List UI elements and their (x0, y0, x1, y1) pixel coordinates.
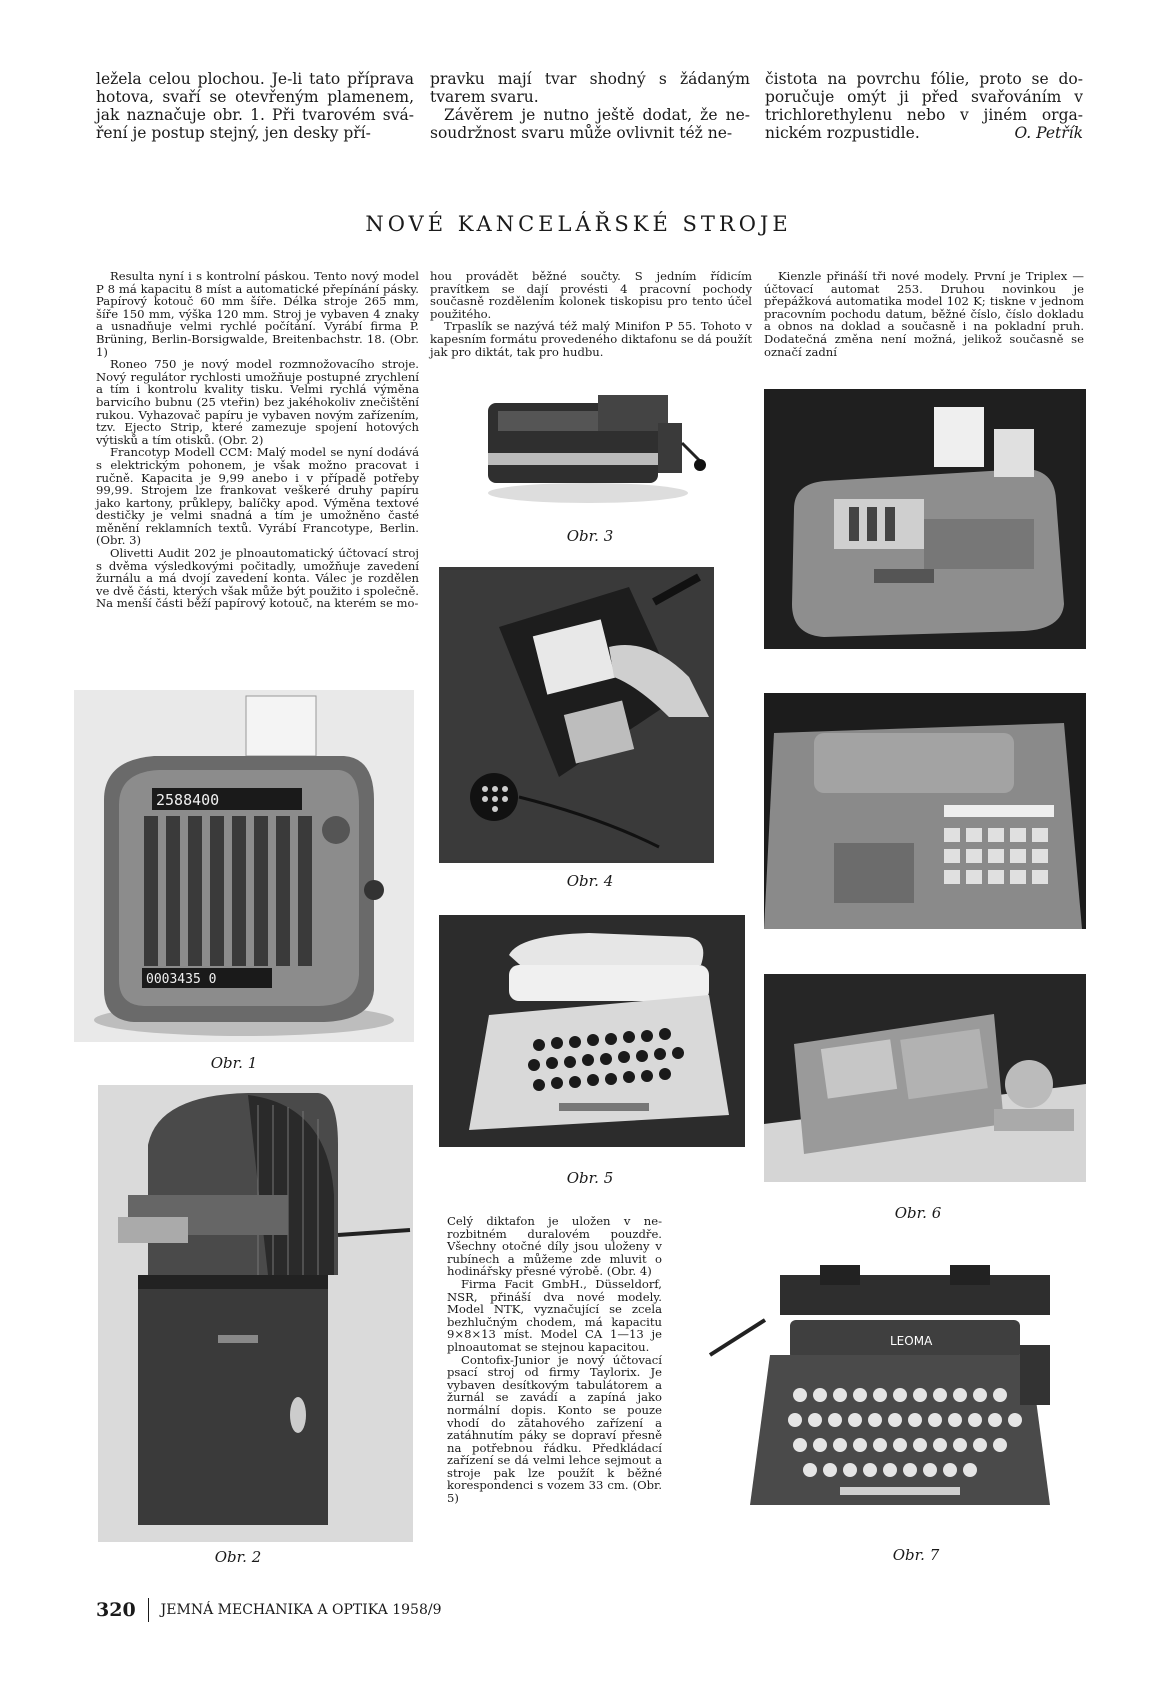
page-footer (96, 1597, 442, 1623)
typewriter-brand: LEOMA (890, 1334, 933, 1348)
paragraph: Francotyp Modell CCM: Malý model se nyní dodává s elektrickým pohonem, je však možno pracovat i ručně. Kapacita je 9,99 anebo i v případě potřeby 99,99. Strojem lze frankovat veškeré druhy papíru jako kartony, průklepy, balíčky apod. Výměna textové destičky je velmi snadná a tím je umožněno časté měnění reklamních textů. Vyrábí Francotype, Berlin. (Obr. 3) (96, 445, 419, 548)
figure-6-caption: Obr. 6 (894, 1204, 942, 1222)
paragraph: ležela celou plochou. Je-li tato příprava hotova, svaří se otevřeným plamenem, jak naznačuje obr. 1. Při tvarovém sváření je postup stejný, jen desky pří- (96, 70, 414, 142)
display-top-readout: 2588400 (156, 791, 220, 809)
figure-7-caption: Obr. 7 (892, 1546, 940, 1564)
author-signature: O. Petřík (1014, 124, 1083, 142)
figure-1-photo (74, 690, 414, 1042)
paragraph: Resulta nyní i s kontrolní páskou. Tento nový model P 8 má kapacitu 8 míst a automatické přepínání pásky. Papírový kotouč 60 mm šíře. Délka stroje 265 mm, šíře 150 mm, výška 120 mm. Stroj je vybaven 4 znaky a usnadňuje velmi rychlé počítání. Vyrábí firma P. Brüning, Berlin-Borsigwalde, Breitenbachstr. 18. (Obr. 1) (96, 269, 419, 359)
article-col3 (764, 270, 1084, 358)
paragraph: Celý diktafon je uložen v nerozbitném duralovém pouzdře. Všechny otočné díly jsou uloženy v rubínech a můžeme zde mluvit o hodinářsky přesné výrobě. (Obr. 4) (447, 1214, 662, 1279)
figure-4-photo (439, 567, 714, 863)
figure-1-caption: Obr. 1 (210, 1054, 258, 1072)
article-col2 (430, 270, 752, 358)
paragraph: čistota na povrchu fólie, proto se doporučuje omýt ji před svařováním v trichlorethylenu nebo v jiném organickém rozpustidle. (765, 70, 1083, 142)
display-bottom-readout: 0003435 0 (146, 972, 217, 987)
paragraph: Contofix-Junior je nový účtovací psací stroj od firmy Taylorix. Je vybaven desítkovým tabulátorem a žurnál se zavádí a zapíná jako normální dopis. Konto se pouze vhodí do zātahového zařízení a zatáhnutím páky se dopraví přesně na potřebnou řádku. Předkládací zařízení se dá velmi lehce sejmout a stroje pak lze použít k běžné korespondenci s vozem 33 cm. (Obr. 5) (447, 1352, 662, 1506)
figure-7-photo (690, 1245, 1085, 1540)
figure-2-caption: Obr. 2 (214, 1548, 262, 1566)
footer-divider (148, 1598, 149, 1622)
article-lower-col (447, 1215, 662, 1505)
figure-6c-photo (764, 974, 1086, 1182)
paragraph: Firma Facit GmbH., Düsseldorf, NSR, přináší dva nové modely. Model NTK, vyznačující se zcela bezhlučným chodem, má kapacitu 9×8×13 míst. Model CA 1—13 je plnoautomat se stejnou kapacitou. (447, 1276, 662, 1354)
paragraph: hou provádět běžné součty. S jedním řídicím pravítkem se dají provésti 4 pracovní pochody současně rozdělením kolonek tiskopisu pro tento účel použitého. (430, 269, 752, 321)
figure-3-photo (478, 383, 710, 513)
prev-article-col2 (430, 70, 750, 142)
paragraph: Trpaslík se nazývá též malý Minifon P 55. Tohoto v kapesním formátu provedeného diktafonu se dá použít jak pro diktát, tak pro hudbu. (430, 319, 752, 359)
figure-2-photo (98, 1085, 413, 1542)
figure-6b-photo (764, 693, 1086, 929)
figure-5-caption: Obr. 5 (566, 1169, 614, 1187)
paragraph: pravku mají tvar shodný s žádaným tvarem svaru. (430, 70, 750, 106)
figure-4-caption: Obr. 4 (566, 872, 614, 890)
paragraph: Olivetti Audit 202 je plnoautomatický účtovací stroj s dvěma výsledkovými počitadly, umožňuje zavedení žurnálu a má dvojí zavedení konta. Válec je rozdělen ve dvě části, kterých však může být použito i společně. Na menší části běží papírový kotouč, na kterém se mo- (96, 546, 419, 611)
figure-3-caption: Obr. 3 (566, 527, 614, 545)
figure-5-photo (439, 915, 745, 1147)
paragraph: Kienzle přináší tři nové modely. První je Triplex — účtovací automat 253. Druhou novinkou je přepážková automatika model 102 K; tiskne v jednom pracovním pochodu datum, běžné číslo, číslo dokladu a obnos na doklad a současně i na pokladní pruh. Dodatečná změna není možná, jelikož současně se označí zadní (764, 269, 1084, 359)
journal-name: JEMNÁ MECHANIKA A OPTIKA 1958/9 (160, 1602, 442, 1618)
prev-article-col1 (96, 70, 414, 142)
paragraph: Závěrem je nutno ještě dodat, že nesoudržnost svaru může ovlivnit též ne- (430, 106, 750, 142)
figure-6a-photo (764, 389, 1086, 649)
prev-article-col3 (765, 70, 1083, 142)
page-number: 320 (96, 1599, 136, 1621)
article-col1 (96, 270, 419, 610)
article-heading: NOVÉ KANCELÁŘSKÉ STROJE (365, 212, 792, 236)
paragraph: Roneo 750 je nový model rozmnožovacího stroje. Nový regulátor rychlosti umožňuje postupné zrychlení a tím i kontrolu kvality tisku. Velmi rychlá výměna barvicího bubnu (25 vteřin) bez jakéhokoliv znečištění rukou. Vyhazovač papíru je vybaven novým zařízením, tzv. Ejecto Strip, které zamezuje spojení hotových výtisků a tím otisků. (Obr. 2) (96, 357, 419, 447)
